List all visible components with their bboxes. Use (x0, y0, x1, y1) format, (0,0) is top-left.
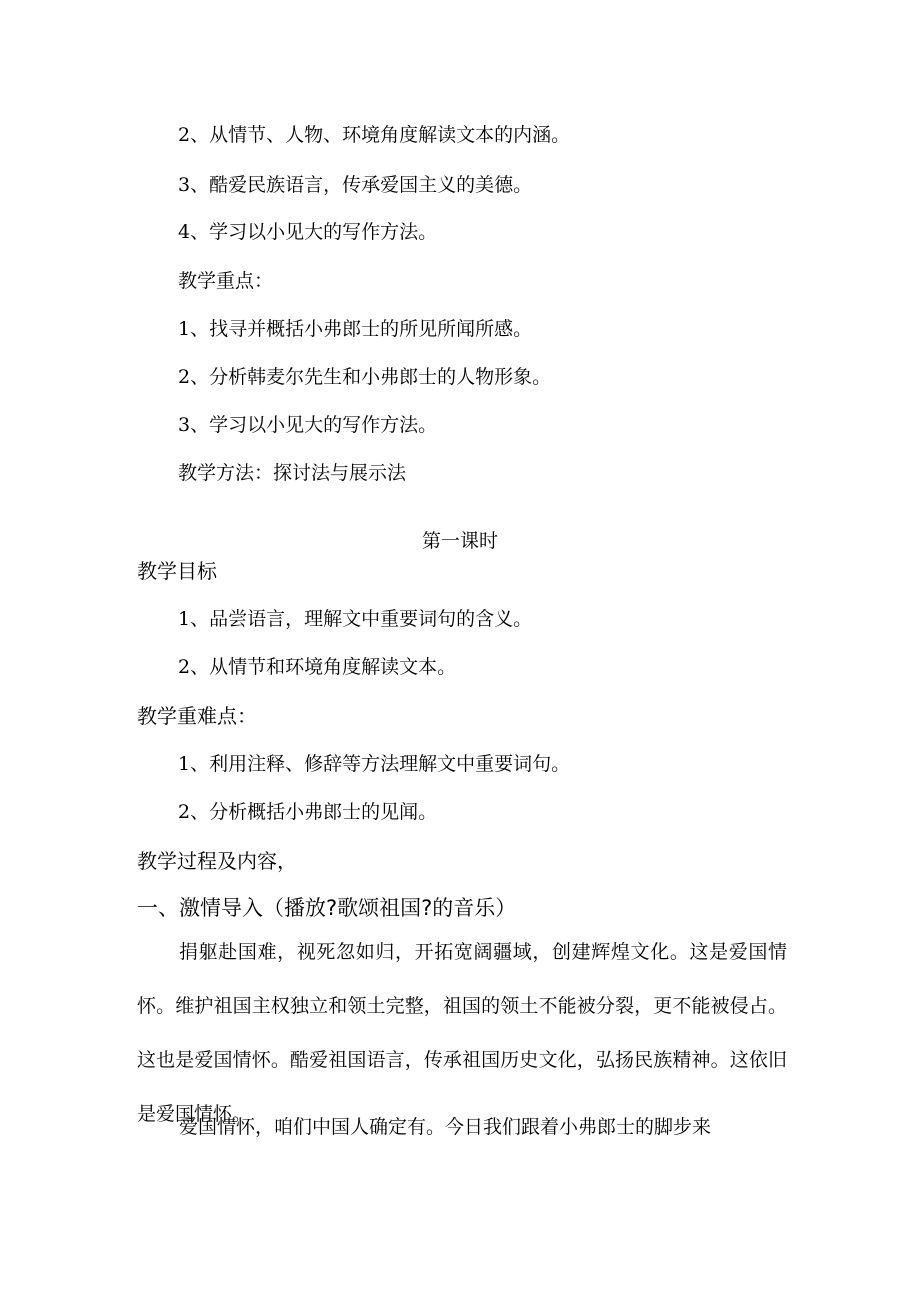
intro-paragraph: 捐躯赴国难，视死忽如归，开拓宽阔疆域，创建辉煌文化。这是爱国情怀。维护祖国主权独立和领土完整，祖国的领土不能被分裂，更不能被侵占。这也是爱国情怀。酷爱祖国语言，传承祖国历史文化，弘扬民族精神。这依旧是爱国情怀。 (137, 941, 787, 1125)
objective-item-3: 3、酷爱民族语言，传承爱国主义的美德。 (178, 174, 533, 196)
difficulties-heading: 教学重难点： (137, 704, 257, 728)
continuing-paragraph: 爱国情怀，咱们中国人确定有。今日我们跟着小弗郎士的脚步来 (179, 1116, 712, 1138)
key-point-item-2: 2、分析韩麦尔先生和小弗郎士的人物形象。 (178, 366, 552, 388)
key-point-item-3: 3、学习以小见大的写作方法。 (178, 414, 438, 436)
key-point-item-1: 1、找寻并概括小弗郎士的所见所闻所感。 (178, 318, 533, 340)
difficulty-item-2: 2、分析概括小弗郎士的见闻。 (178, 801, 438, 823)
key-points-heading: 教学重点： (178, 270, 274, 292)
goal-item-2: 2、从情节和环境角度解读文本。 (178, 656, 457, 678)
goals-heading: 教学目标 (137, 559, 217, 583)
process-heading: 教学过程及内容， (137, 849, 297, 873)
difficulty-item-1: 1、利用注释、修辞等方法理解文中重要词句。 (178, 753, 571, 775)
section-1-heading: 一、激情导入（播放?歌颂祖国?的音乐） (137, 896, 517, 920)
objective-item-4: 4、学习以小见大的写作方法。 (178, 221, 438, 243)
teaching-method: 教学方法：探讨法与展示法 (178, 462, 407, 484)
lesson-title: 第一课时 (421, 530, 498, 552)
goal-item-1: 1、品尝语言，理解文中重要词句的含义。 (178, 608, 533, 630)
objective-item-2: 2、从情节、人物、环境角度解读文本的内涵。 (178, 124, 571, 146)
